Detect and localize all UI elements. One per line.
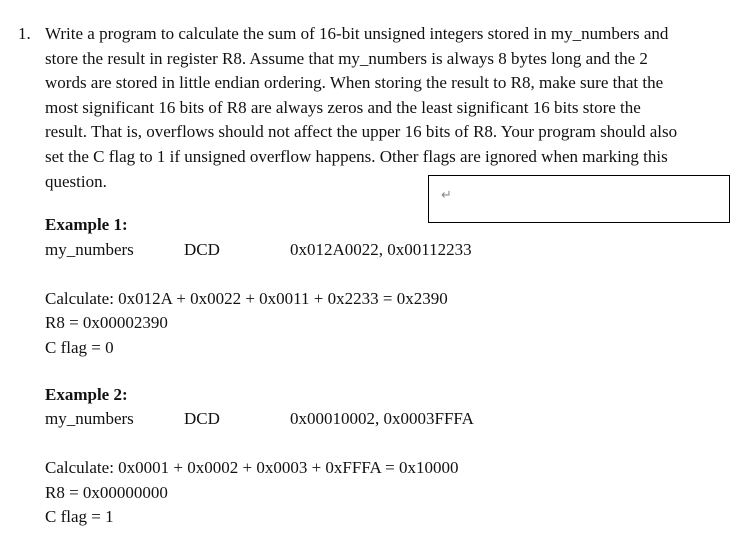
example-2-directive: DCD xyxy=(184,409,220,428)
example-1-register: R8 = 0x00002390 xyxy=(45,313,168,332)
return-arrow-icon: ↵ xyxy=(441,188,452,203)
question-line: store the result in register R8. Assume that my_numbers is always 8 bytes long and the 2 xyxy=(45,48,648,68)
example-1-declaration xyxy=(45,240,472,260)
question-line: question. xyxy=(45,171,107,191)
question-line: result. That is, overflows should not affect the upper 16 bits of R8. Your program should also xyxy=(45,122,678,142)
example-2-label: my_numbers xyxy=(45,409,134,428)
question-line: words are stored in little endian ordering. When storing the result to R8, make sure that the xyxy=(45,73,664,93)
example-2-values: 0x00010002, 0x0003FFFA xyxy=(290,409,474,428)
example-2-flag: C flag = 1 xyxy=(45,507,114,526)
example-2-register: R8 = 0x00000000 xyxy=(45,483,168,502)
example-1-directive: DCD xyxy=(184,240,220,259)
question-text xyxy=(45,22,745,194)
example-2-heading: Example 2: xyxy=(45,385,128,404)
example-1-values: 0x012A0022, 0x00112233 xyxy=(290,240,472,259)
question-line: set the C flag to 1 if unsigned overflow happens. Other flags are ignored when marking this xyxy=(45,146,668,166)
example-2-calculation: Calculate: 0x0001 + 0x0002 + 0x0003 + 0xFFFA = 0x10000 xyxy=(45,458,459,477)
question-number: 1. xyxy=(18,24,31,43)
example-1-label: my_numbers xyxy=(45,240,134,259)
question-line: most significant 16 bits of R8 are always zeros and the least significant 16 bits store the xyxy=(45,97,641,117)
example-1-calculation: Calculate: 0x012A + 0x0022 + 0x0011 + 0x2233 = 0x2390 xyxy=(45,289,448,308)
answer-box[interactable] xyxy=(428,175,730,223)
question-line: Write a program to calculate the sum of 16-bit unsigned integers stored in my_numbers and xyxy=(45,24,669,43)
example-1-heading: Example 1: xyxy=(45,215,128,234)
example-2-declaration xyxy=(45,409,474,429)
example-1-flag: C flag = 0 xyxy=(45,338,114,357)
